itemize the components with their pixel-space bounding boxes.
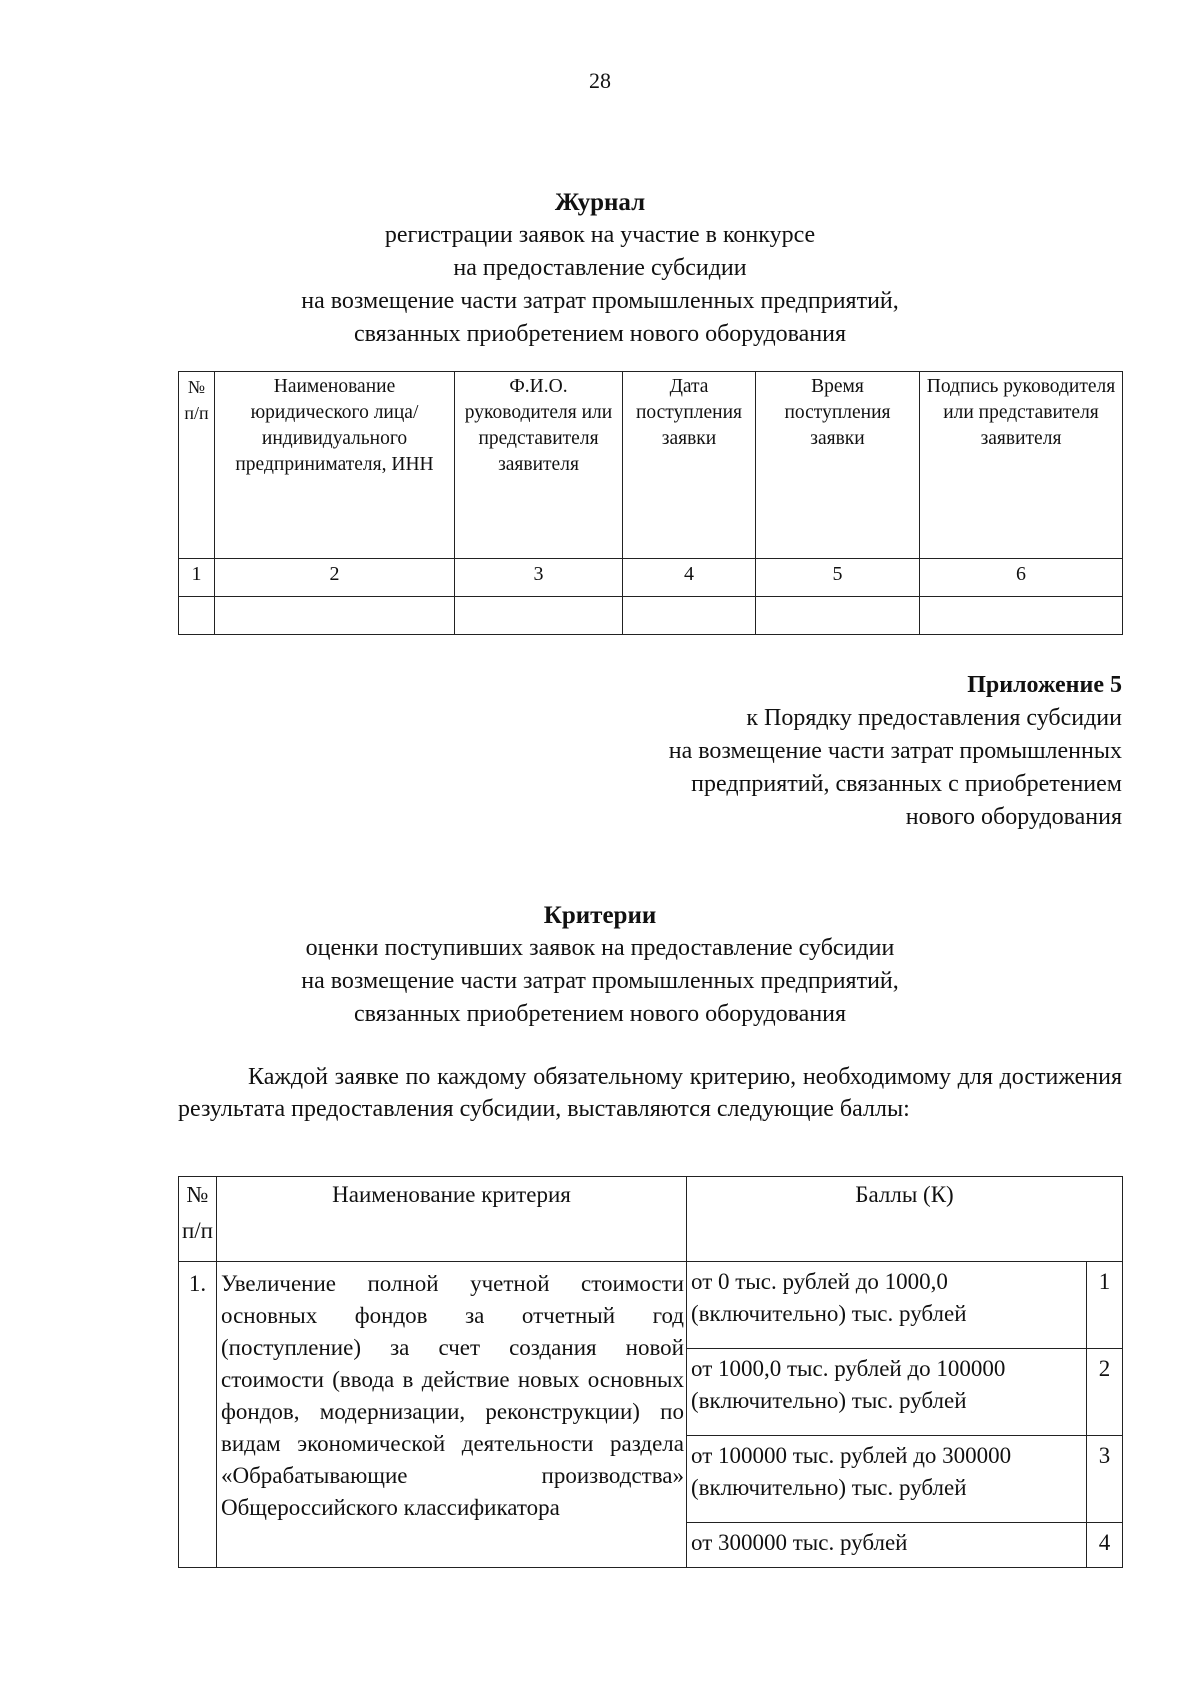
empty-cell — [623, 597, 756, 635]
journal-header — [250, 186, 950, 351]
column-number: 4 — [623, 559, 756, 597]
criteria-subtitle-line: на возмещение части затрат промышленных предприятий, — [301, 968, 899, 994]
journal-empty-row — [179, 597, 1123, 635]
column-number: 3 — [455, 559, 623, 597]
journal-subtitle-line: связанных приобретением нового оборудования — [353, 321, 847, 347]
journal-header-cell: Ф.И.О. руководителя или представителя заявителя — [455, 372, 623, 559]
column-number: 2 — [215, 559, 455, 597]
journal-header-cell: № п/п — [179, 372, 215, 559]
criteria-header-score: Баллы (К) — [687, 1177, 1123, 1262]
intro-paragraph: Каждой заявке по каждому обязательному критерию, необходимому для достижения результата предоставления субсидии, выставляются следующие баллы: — [178, 1064, 1122, 1122]
column-number: 6 — [920, 559, 1123, 597]
score-range: от 300000 тыс. рублей — [687, 1523, 1087, 1568]
criteria-header-row — [179, 1177, 1123, 1262]
score-value: 4 — [1087, 1523, 1123, 1568]
empty-cell — [215, 597, 455, 635]
empty-cell — [179, 597, 215, 635]
criteria-header-number: № п/п — [179, 1177, 217, 1262]
criteria-subtitle-line: связанных приобретением нового оборудования — [353, 1001, 847, 1027]
empty-cell — [756, 597, 920, 635]
score-value: 3 — [1087, 1436, 1123, 1523]
journal-header-row — [179, 372, 1123, 559]
score-range: от 0 тыс. рублей до 1000,0 (включительно) тыс. рублей — [687, 1262, 1087, 1349]
criteria-name: Увеличение полной учетной стоимости основных фондов за отчетный год (поступление) за счет создания новой стоимости (ввода в действие новых основных фондов, модернизации, реконструкции) по видам экономической деятельности раздела «Обрабатывающие производства» Общероссийского классификатора — [217, 1262, 687, 1568]
appendix-line: на возмещение части затрат промышленных — [668, 738, 1122, 764]
criteria-header-name: Наименование критерия — [217, 1177, 687, 1262]
journal-header-cell: Подпись руководителя или представителя заявителя — [920, 372, 1123, 559]
score-value: 2 — [1087, 1349, 1123, 1436]
appendix-block — [669, 669, 1122, 834]
empty-cell — [455, 597, 623, 635]
journal-number-row — [179, 559, 1123, 597]
journal-header-cell: Время поступления заявки — [756, 372, 920, 559]
criteria-row — [179, 1262, 1123, 1349]
score-value: 1 — [1087, 1262, 1123, 1349]
criteria-subtitle-line: оценки поступивших заявок на предоставление субсидии — [305, 935, 895, 961]
appendix-title: Приложение 5 — [967, 672, 1122, 698]
journal-subtitle-line: регистрации заявок на участие в конкурсе — [384, 222, 816, 248]
criteria-table — [178, 1176, 1123, 1568]
journal-subtitle-line: на предоставление субсидии — [453, 255, 747, 281]
appendix-line: предприятий, связанных с приобретением — [691, 771, 1122, 797]
journal-header-cell: Дата поступления заявки — [623, 372, 756, 559]
journal-title: Журнал — [554, 189, 646, 216]
page-number: 28 — [589, 68, 611, 93]
criteria-title: Критерии — [543, 902, 657, 929]
score-range: от 1000,0 тыс. рублей до 100000 (включительно) тыс. рублей — [687, 1349, 1087, 1436]
criteria-number: 1. — [179, 1262, 217, 1568]
appendix-line: к Порядку предоставления субсидии — [746, 705, 1122, 731]
appendix-line: нового оборудования — [905, 804, 1122, 830]
journal-subtitle-line: на возмещение части затрат промышленных предприятий, — [301, 288, 899, 314]
journal-header-cell: Наименование юридического лица/индивидуального предпринимателя, ИНН — [215, 372, 455, 559]
column-number: 5 — [756, 559, 920, 597]
empty-cell — [920, 597, 1123, 635]
journal-table — [178, 371, 1123, 635]
score-range: от 100000 тыс. рублей до 300000 (включительно) тыс. рублей — [687, 1436, 1087, 1523]
column-number: 1 — [179, 559, 215, 597]
criteria-header — [250, 899, 950, 1031]
